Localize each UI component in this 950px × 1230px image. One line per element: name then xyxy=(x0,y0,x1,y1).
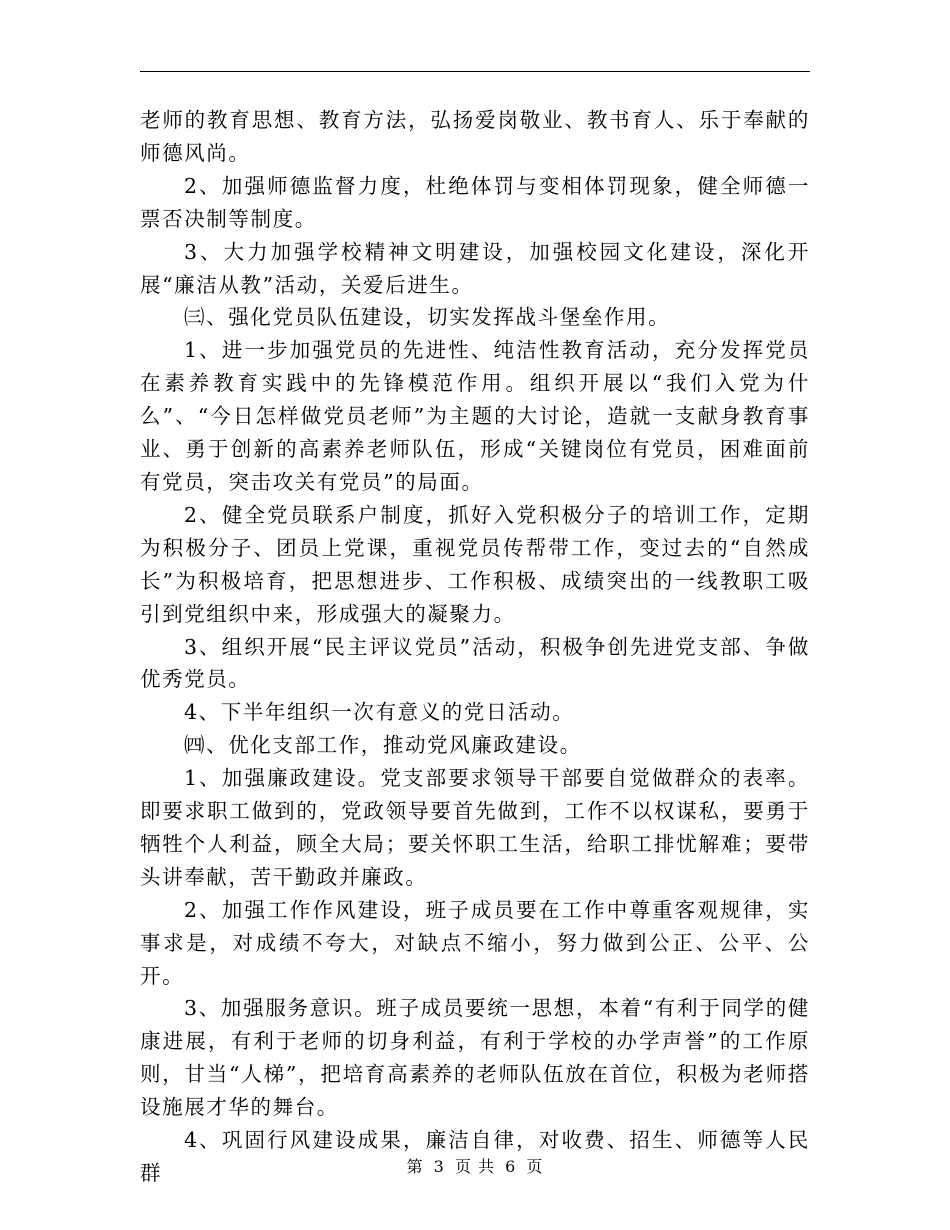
paragraph: 3、组织开展“民主评议党员”活动，积极争创先进党支部、争做优秀党员。 xyxy=(140,634,810,692)
page-number: 3 xyxy=(433,1157,445,1176)
document-body xyxy=(140,104,810,1190)
footer-middle: 页 共 xyxy=(454,1157,496,1176)
footer-suffix: 页 xyxy=(526,1157,544,1176)
header-rule xyxy=(140,71,810,72)
paragraph: 老师的教育思想、教育方法，弘扬爱岗敬业、教书育人、乐于奉献的师德风尚。 xyxy=(140,108,810,165)
section-heading: ㈢、强化党员队伍建设，切实发挥战斗堡垒作用。 xyxy=(184,305,671,330)
paragraph: 2、加强工作作风建设，班子成员要在工作中尊重客观规律，实事求是，对成绩不夸大，对缺点不缩小，努力做到公正、公平、公开。 xyxy=(140,897,810,988)
paragraph: 2、加强师德监督力度，杜绝体罚与变相体罚现象，健全师德一票否决制等制度。 xyxy=(140,173,810,231)
paragraph: 1、加强廉政建设。党支部要求领导干部要自觉做群众的表率。即要求职工做到的，党政领导要首先做到，工作不以权谋私，要勇于牺牲个人利益，顾全大局；要关怀职工生活，给职工排忧解难；要带头讲奉献，苦干勤政并廉政。 xyxy=(140,766,810,889)
paragraph: 4、巩固行风建设成果，廉洁自律，对收费、招生、师德等人民群 xyxy=(140,1128,810,1185)
section-heading: ㈣、优化支部工作，推动党风廉政建设。 xyxy=(184,733,582,758)
page-total: 6 xyxy=(505,1157,517,1176)
paragraph: 2、健全党员联系户制度，抓好入党积极分子的培训工作，定期为积极分子、团员上党课，重视党员传帮带工作，变过去的“自然成长”为积极培育，把思想进步、工作积极、成绩突出的一线教职工吸引到党组织中来，形成强大的凝聚力。 xyxy=(140,502,810,626)
footer-prefix: 第 xyxy=(406,1157,424,1176)
page-footer xyxy=(0,1154,950,1177)
paragraph: 1、进一步加强党员的先进性、纯洁性教育活动，充分发挥党员在素养教育实践中的先锋模范作用。组织开展以“我们入党为什么”、“今日怎样做党员老师”为主题的大讨论，造就一支献身教育事业、勇于创新的高素养老师队伍，形成“关键岗位有党员，困难面前有党员，突击攻关有党员”的局面。 xyxy=(140,338,810,494)
paragraph: 3、加强服务意识。班子成员要统一思想，本着“有利于同学的健康进展，有利于老师的切身利益，有利于学校的办学声誉”的工作原则，甘当“人梯”，把培育高素养的老师队伍放在首位，积极为老师搭设施展才华的舞台。 xyxy=(140,996,810,1120)
paragraph: 3、大力加强学校精神文明建设，加强校园文化建设，深化开展“廉洁从教”活动，关爱后进生。 xyxy=(140,239,810,297)
paragraph: 4、下半年组织一次有意义的党日活动。 xyxy=(184,700,575,725)
